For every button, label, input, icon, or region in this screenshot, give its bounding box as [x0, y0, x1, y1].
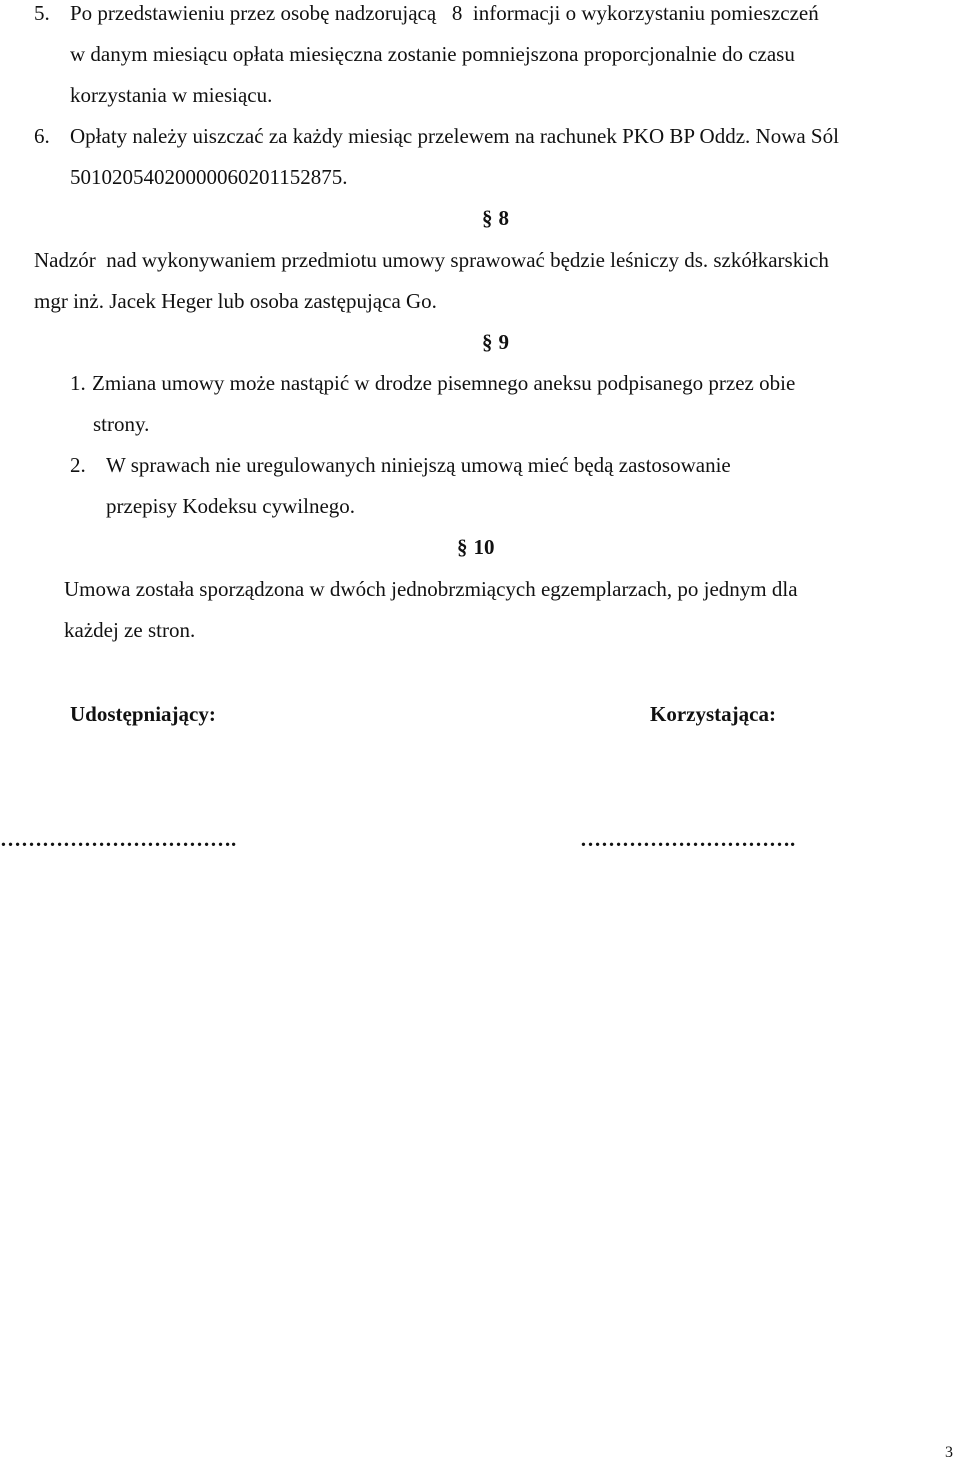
item-text: Zmiana umowy może nastąpić w drodze pisemnego aneksu podpisanego przez obie: [92, 371, 796, 395]
page-number: 3: [945, 1444, 953, 1461]
clause-number: 5.: [34, 1, 50, 25]
clause-5-line-2: w danym miesiącu opłata miesięczna zostanie pomniejszona proporcjonalnie do czasu: [70, 42, 795, 66]
section-sign-icon: §: [482, 330, 493, 354]
section-9-item-1-line-2: strony.: [93, 412, 150, 436]
clause-text: Po przedstawieniu przez osobę nadzorującą 8 informacji o wykorzystaniu pomieszczeń: [70, 1, 819, 25]
signature-label-right: Korzystająca:: [650, 702, 776, 726]
account-number: 50102054020000060201152875.: [70, 165, 348, 189]
section-10-line-2: każdej ze stron.: [64, 618, 196, 642]
clause-5-line-1: [34, 0, 819, 34]
signature-label-left: Udostępniający:: [70, 702, 216, 726]
section-number: 8: [498, 206, 509, 230]
section-number: 10: [473, 535, 495, 559]
item-text: W sprawach nie uregulowanych niniejszą umową mieć będą zastosowanie: [106, 453, 731, 477]
item-number: 1.: [70, 371, 86, 395]
section-heading-10: [457, 527, 495, 568]
clause-text: Opłaty należy uiszczać za każdy miesiąc przelewem na rachunek PKO BP Oddz. Nowa Sól: [70, 124, 839, 148]
section-9-item-1-line-1: [70, 363, 795, 404]
section-heading-8: [482, 198, 509, 239]
clause-number: 6.: [34, 124, 50, 148]
clause-5-line-3: korzystania w miesiącu.: [70, 83, 273, 107]
section-8-line-2: mgr inż. Jacek Heger lub osoba zastępująca Go.: [34, 289, 437, 313]
section-sign-icon: §: [457, 535, 468, 559]
section-heading-9: [482, 322, 509, 363]
item-number: 2.: [70, 453, 86, 477]
section-sign-icon: §: [482, 206, 493, 230]
signature-line-left: …………………………….: [0, 827, 237, 851]
section-8-line-1: Nadzór nad wykonywaniem przedmiotu umowy sprawować będzie leśniczy ds. szkółkarskich: [34, 248, 829, 272]
section-10-line-1: Umowa została sporządzona w dwóch jednobrzmiących egzemplarzach, po jednym dla: [64, 577, 798, 601]
clause-6-line-1: [34, 116, 839, 157]
signature-line-right: ………………………….: [580, 827, 796, 851]
section-9-item-2-line-1: [70, 445, 731, 486]
section-number: 9: [498, 330, 509, 354]
section-9-item-2-line-2: przepisy Kodeksu cywilnego.: [106, 494, 356, 518]
